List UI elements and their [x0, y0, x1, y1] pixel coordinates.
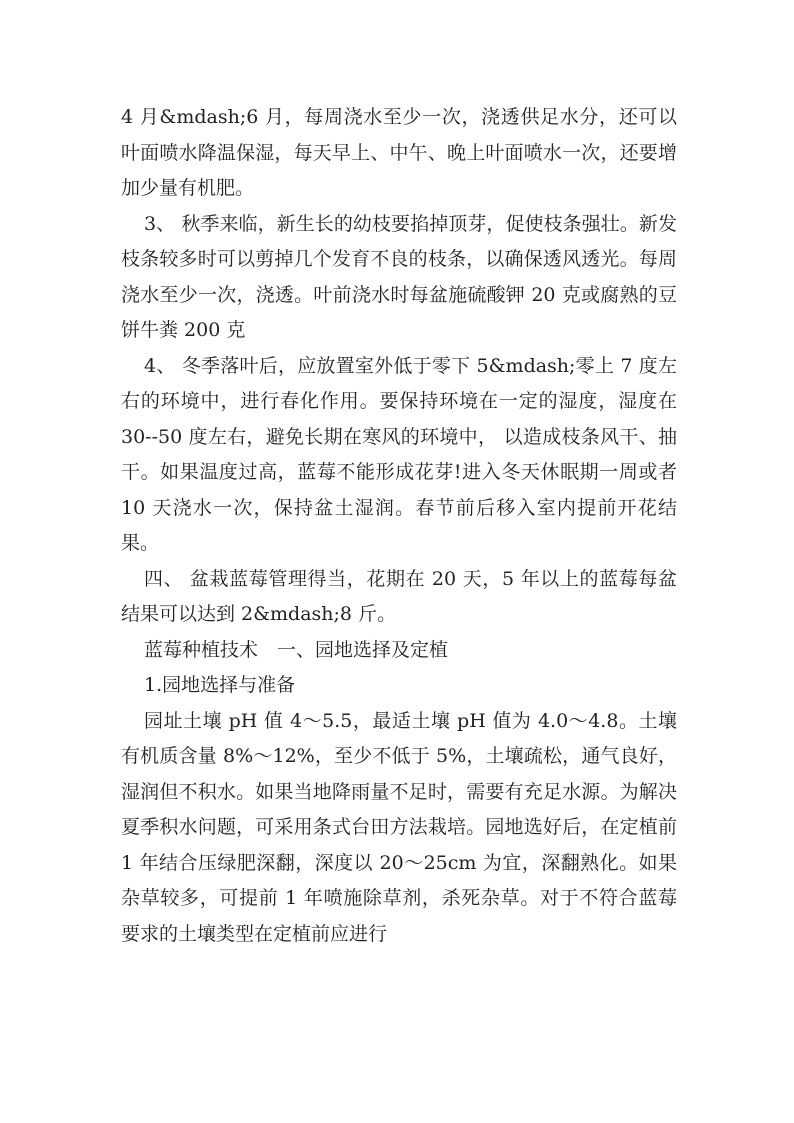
- paragraph-soil-requirements: 园址土壤 pH 值 4～5.5，最适土壤 pH 值为 4.0～4.8。土壤有机质含量 8%～12%，至少不低于 5%，土壤疏松，通气良好，湿润但不积水。如果当地降雨量不足时，需要有充足水源。为解决夏季积水问题，可采用条式台田方法栽培。园地选好后，在定植前 1 年结合压绿肥深翻，深度以 20～25cm 为宜，深翻熟化。如果杂草较多，可提前 1 年喷施除草剂，杀死杂草。对于不符合蓝莓要求的土壤类型在定植前应进行: [121, 709, 677, 945]
- subsection-heading-site: 1.园地选择与准备: [144, 674, 296, 696]
- document-body: [121, 100, 677, 952]
- paragraph-winter-care: 4、 冬季落叶后，应放置室外低于零下 5&mdash;零上 7 度左右的环境中，进行春化作用。要保持环境在一定的湿度，湿度在 30--50 度左右，避免长期在寒风的环境中， 以造成枝条风干、抽干。如果温度过高，蓝莓不能形成花芽!进入冬天休眠期一周或者 10 天浇水一次，保持盆土湿润。春节前后移入室内提前开花结果。: [121, 354, 677, 554]
- paragraph-flowering-yield: 四、 盆栽蓝莓管理得当，花期在 20 天，5 年以上的蓝莓每盆结果可以达到 2&mdash;8 斤。: [121, 567, 677, 625]
- section-heading-planting: 蓝莓种植技术 一、园地选择及定植: [144, 638, 449, 661]
- paragraph-summer-watering: 4 月&mdash;6 月，每周浇水至少一次，浇透供足水分，还可以叶面喷水降温保湿，每天早上、中午、晚上叶面喷水一次，还要增加少量有机肥。: [121, 106, 677, 199]
- paragraph-autumn-care: 3、 秋季来临，新生长的幼枝要掐掉顶芽，促使枝条强壮。新发枝条较多时可以剪掉几个发育不良的枝条，以确保透风透光。每周浇水至少一次，浇透。叶前浇水时每盆施硫酸钾 20 克或腐熟的豆饼牛粪 200 克: [121, 212, 677, 341]
